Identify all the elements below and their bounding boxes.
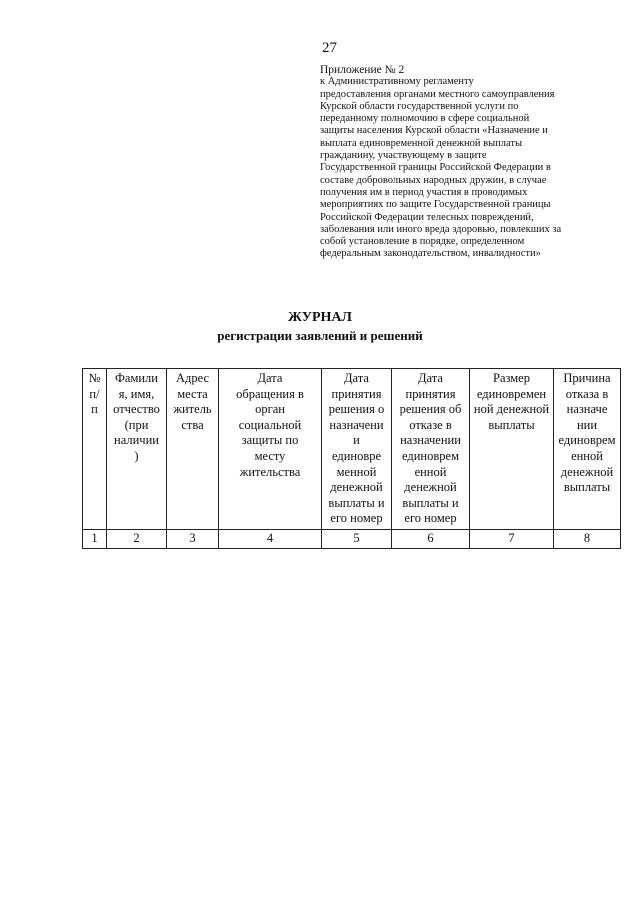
column-number-cell: 8 xyxy=(554,529,621,548)
column-header-application-date: Дата обращения в орган социальной защиты по месту жительства xyxy=(219,369,322,530)
appendix-line: составе добровольных народных дружин, в случае xyxy=(320,174,547,186)
appendix-line: мероприятиях по защите Государственной границы xyxy=(320,199,551,211)
column-header-refusal-date: Дата принятия решения об отказе в назначении единоврем енной денежной выплаты и его номер xyxy=(392,369,470,530)
journal-table xyxy=(82,368,621,549)
appendix-line: Российской Федерации телесных повреждений, xyxy=(320,211,534,223)
appendix-line: переданному полномочию в сфере социальной xyxy=(320,113,530,125)
journal-title-block xyxy=(0,310,640,344)
appendix-note xyxy=(320,64,575,261)
table-header-row xyxy=(83,369,621,530)
appendix-line: собой установление в порядке, определенном xyxy=(320,236,525,248)
column-number-cell: 5 xyxy=(322,529,392,548)
appendix-line: Приложение № 2 xyxy=(320,64,405,76)
column-number-cell: 4 xyxy=(219,529,322,548)
appendix-line: к Административному регламенту xyxy=(320,76,474,88)
appendix-line: выплата единовременной денежной выплаты xyxy=(320,137,523,149)
column-number-cell: 7 xyxy=(470,529,554,548)
page-number: 27 xyxy=(322,40,337,56)
column-header-payment-amount: Размер единовремен ной денежной выплаты xyxy=(470,369,554,530)
column-header-address: Адрес места житель ства xyxy=(167,369,219,530)
column-number-cell: 3 xyxy=(167,529,219,548)
column-number-cell: 1 xyxy=(83,529,107,548)
column-number-cell: 2 xyxy=(107,529,167,548)
journal-title: ЖУРНАЛ xyxy=(288,310,352,325)
column-header-refusal-reason: Причина отказа в назначе нии единоврем енной денежной выплаты xyxy=(554,369,621,530)
appendix-line: заболевания или иного вреда здоровью, повлекших за xyxy=(320,223,562,235)
appendix-line: Курской области государственной услуги по xyxy=(320,100,519,112)
journal-subtitle: регистрации заявлений и решений xyxy=(217,328,423,343)
column-header-approval-date: Дата принятия решения о назначени и единовре менной денежной выплаты и его номер xyxy=(322,369,392,530)
appendix-line: предоставления органами местного самоуправления xyxy=(320,88,555,100)
table-number-row xyxy=(83,529,621,548)
appendix-line: федеральным законодательством, инвалидности» xyxy=(320,248,541,260)
appendix-line: гражданину, участвующему в защите xyxy=(320,150,487,162)
appendix-line: Государственной границы Российской Федерации в xyxy=(320,162,551,174)
appendix-line: защиты населения Курской области «Назначение и xyxy=(320,125,548,137)
column-header-number: № п/ п xyxy=(83,369,107,530)
appendix-line: получения им в период участия в проводимых xyxy=(320,186,528,198)
column-header-full-name: Фамили я, имя, отчество (при наличии ) xyxy=(107,369,167,530)
column-number-cell: 6 xyxy=(392,529,470,548)
